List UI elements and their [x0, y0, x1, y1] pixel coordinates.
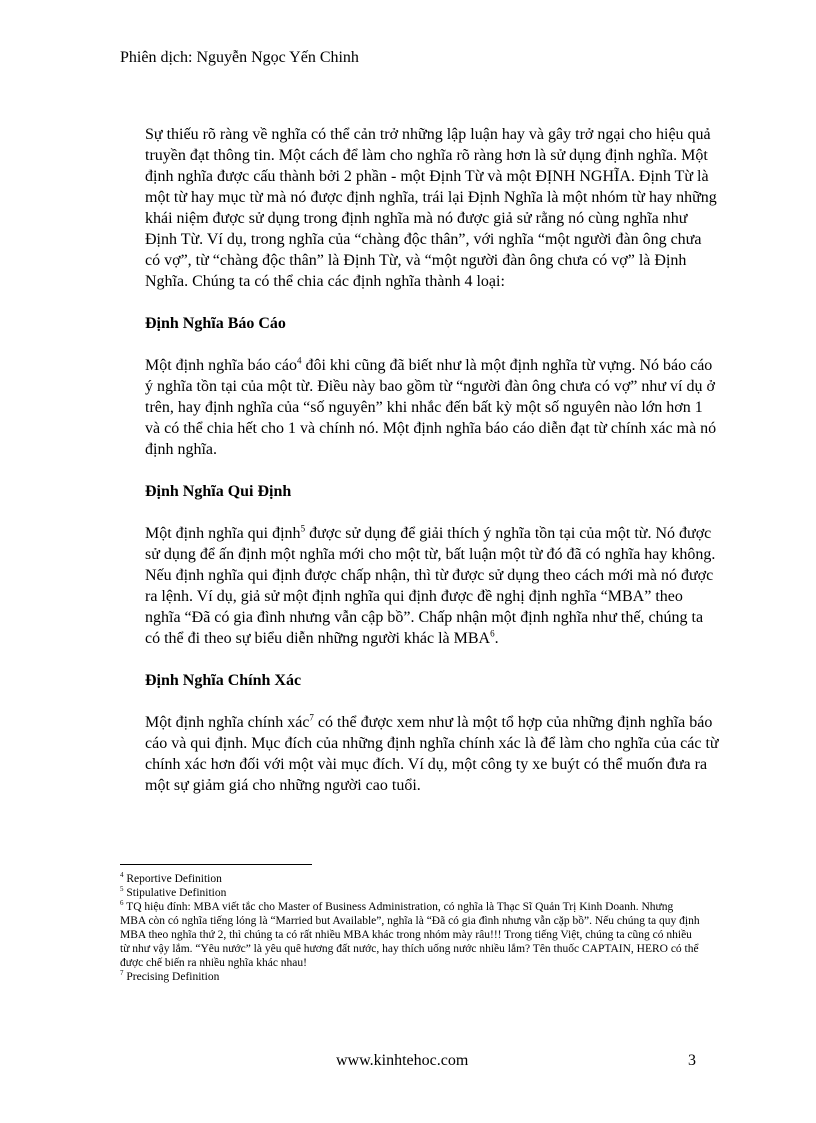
- paragraph-text: Một định nghĩa chính xác: [145, 714, 310, 731]
- section-paragraph-precising: [145, 712, 720, 796]
- footnote-text: Stipulative Definition: [123, 887, 227, 899]
- paragraph-text: đôi khi cũng đã biết như là một định nghĩa từ vựng. Nó báo cáo ý nghĩa tồn tại của một từ. Điều này bao gồm từ “người đàn ông chưa có vợ” như ví dụ ở trên, hay định nghĩa của “số nguyên” khi nhắc đến bất kỳ một số nguyên nào lớn hơn 1 và có thể chia hết cho 1 và chính nó. Một định nghĩa báo cáo diễn đạt từ chính xác mà nó định nghĩa.: [145, 357, 717, 458]
- section-heading-precising: Định Nghĩa Chính Xác: [145, 672, 302, 689]
- footnote-divider: [120, 864, 312, 865]
- section-heading-reportive: Định Nghĩa Báo Cáo: [145, 315, 286, 332]
- footnote-number: 4: [120, 871, 124, 880]
- footnote-number: 7: [120, 969, 124, 978]
- paragraph-text: Một định nghĩa báo cáo: [145, 357, 297, 374]
- footnote-5: [120, 886, 700, 900]
- section-paragraph-reportive: [145, 355, 720, 460]
- paragraph-text: Một định nghĩa qui định: [145, 525, 301, 542]
- section-heading-stipulative: Định Nghĩa Qui Định: [145, 483, 292, 500]
- footnote-7: [120, 970, 700, 984]
- paragraph-text: .: [494, 630, 499, 647]
- footnote-text: Precising Definition: [123, 971, 220, 983]
- section-paragraph-stipulative: [145, 523, 720, 649]
- footnote-text: TQ hiệu đính: MBA viết tắc cho Master of Business Administration, có nghĩa là Thạc Sĩ Quản Trị Kinh Doanh. Nhưng MBA còn có nghĩa tiếng lóng là “Married but Available”, nghĩa là “Đã có gia đình nhưng vẫn cặp bồ”. Nếu chúng ta quy định MBA theo nghĩa thứ 2, thì chúng ta có rất nhiều MBA khác trong nhóm mày râu!!! Trong tiếng Việt, chúng ta cũng có nhiều từ như vậy lắm. “Yêu nước” là yêu quê hương đất nước, hay thích uống nước nhiều lắm? Tên thuốc CAPTAIN, HERO có thể được chế biến ra nhiều nghĩa khác nhau!: [120, 901, 700, 969]
- footer-website[interactable]: www.kinhtehoc.com: [336, 1052, 469, 1069]
- footnote-6: [120, 900, 700, 970]
- footnote-number: 5: [120, 885, 124, 894]
- footnote-ref-5[interactable]: 5: [300, 523, 306, 534]
- intro-paragraph: Sự thiếu rõ ràng về nghĩa có thể cản trở những lập luận hay và gây trở ngại cho hiệu quả truyền đạt thông tin. Một cách để làm cho nghĩa rõ ràng hơn là sử dụng định nghĩa. Một định nghĩa được cấu thành bởi 2 phần - một Định Từ và một ĐỊNH NGHĨA. Định Từ là một từ hay mục từ mà nó được định nghĩa, trái lại Định Nghĩa là một nhóm từ hay những khái niệm được sử dụng trong định nghĩa mà nó được giả sử rằng nó cùng nghĩa như Định Từ. Ví dụ, trong nghĩa của “chàng độc thân”, với nghĩa “một người đàn ông chưa có vợ”, từ “chàng độc thân” là Định Từ, và “một người đàn ông chưa có vợ” là Định Nghĩa. Chúng ta có thể chia các định nghĩa thành 4 loại:: [145, 126, 717, 290]
- translator-credit: Phiên dịch: Nguyễn Ngọc Yến Chinh: [120, 49, 359, 66]
- footnote-ref-7[interactable]: 7: [309, 712, 314, 723]
- page-number: 3: [688, 1052, 696, 1069]
- page-header: [120, 48, 359, 68]
- footnote-ref-4[interactable]: 4: [296, 355, 302, 366]
- paragraph-text: có thể được xem như là một tổ hợp của những định nghĩa báo cáo và qui định. Mục đích của những định nghĩa chính xác là để làm cho nghĩa của các từ chính xác hơn đối với một vài mục đích. Ví dụ, một công ty xe buýt có thể muốn đưa ra một sự giảm giá cho những người cao tuổi.: [145, 714, 719, 794]
- footnote-ref-6[interactable]: 6: [490, 628, 495, 639]
- footnote-4: [120, 872, 700, 886]
- footnotes: [120, 872, 700, 984]
- main-content: [145, 124, 720, 817]
- paragraph-text: được sử dụng để giải thích ý nghĩa tồn tại của một từ. Nó được sử dụng để ấn định một nghĩa mới cho một từ, bất luận một từ đó đã có nghĩa hay không. Nếu định nghĩa qui định được chấp nhận, thì từ được sử dụng theo cách mới mà nó được ra lệnh. Ví dụ, giả sử một định nghĩa qui định được đề nghị định nghĩa “MBA” theo nghĩa “Đã có gia đình nhưng vẫn cập bồ”. Chấp nhận một định nghĩa như thế, chúng ta có thể đi theo sự biểu diễn những người khác là MBA: [145, 525, 716, 647]
- footnote-number: 6: [120, 899, 124, 908]
- footnote-text: Reportive Definition: [123, 873, 222, 885]
